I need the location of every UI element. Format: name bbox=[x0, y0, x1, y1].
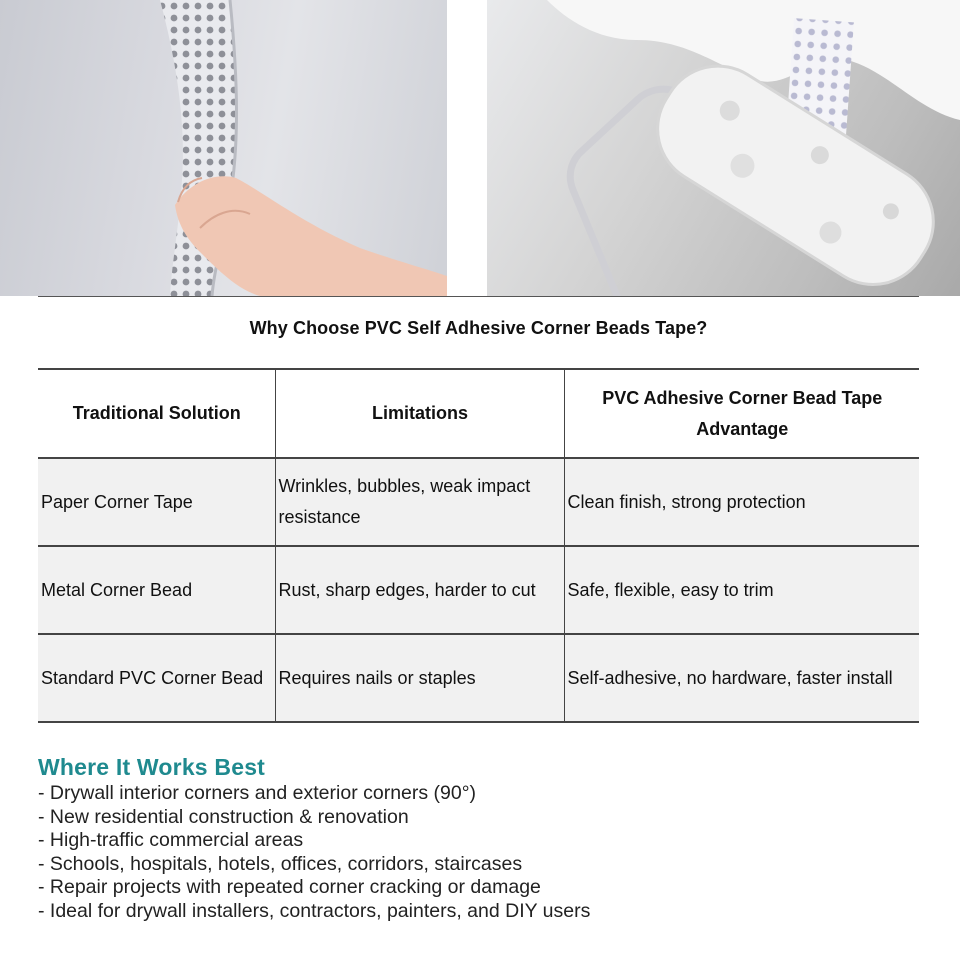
cell-advantage: Self-adhesive, no hardware, faster install bbox=[564, 634, 919, 722]
table-row bbox=[38, 546, 919, 634]
photo-strip bbox=[0, 0, 960, 296]
table-row bbox=[38, 458, 919, 546]
cell-limitation: Rust, sharp edges, harder to cut bbox=[275, 546, 564, 634]
cell-solution: Paper Corner Tape bbox=[38, 458, 275, 546]
cell-advantage: Clean finish, strong protection bbox=[564, 458, 919, 546]
list-item: - New residential construction & renovation bbox=[38, 805, 409, 828]
photo-paint-roller bbox=[487, 0, 960, 296]
cell-advantage: Safe, flexible, easy to trim bbox=[564, 546, 919, 634]
photo-divider bbox=[447, 0, 487, 296]
photo-hand-applying-corner-bead bbox=[0, 0, 447, 296]
column-header-limitations: Limitations bbox=[275, 369, 564, 458]
list-item: - Repair projects with repeated corner cracking or damage bbox=[38, 876, 541, 899]
comparison-table-title: Why Choose PVC Self Adhesive Corner Beads Tape? bbox=[249, 318, 708, 338]
cell-solution: Metal Corner Bead bbox=[38, 546, 275, 634]
list-item: - Ideal for drywall installers, contractors, painters, and DIY users bbox=[38, 899, 591, 922]
works-best-list bbox=[38, 782, 590, 924]
comparison-table bbox=[38, 368, 919, 723]
cell-limitation: Requires nails or staples bbox=[275, 634, 564, 722]
works-best-heading: Where It Works Best bbox=[38, 754, 266, 780]
table-header-row bbox=[38, 369, 919, 458]
table-row bbox=[38, 634, 919, 722]
table-top-rule bbox=[38, 296, 919, 297]
cell-limitation: Wrinkles, bubbles, weak impact resistance bbox=[275, 458, 564, 546]
list-item: - Drywall interior corners and exterior corners (90°) bbox=[38, 782, 477, 804]
column-header-pvc-advantage: PVC Adhesive Corner Bead Tape Advantage bbox=[564, 369, 919, 458]
cell-solution: Standard PVC Corner Bead bbox=[38, 634, 275, 722]
column-header-traditional-solution: Traditional Solution bbox=[38, 369, 275, 458]
list-item: - High-traffic commercial areas bbox=[38, 829, 304, 852]
list-item: - Schools, hospitals, hotels, offices, corridors, staircases bbox=[38, 852, 523, 875]
